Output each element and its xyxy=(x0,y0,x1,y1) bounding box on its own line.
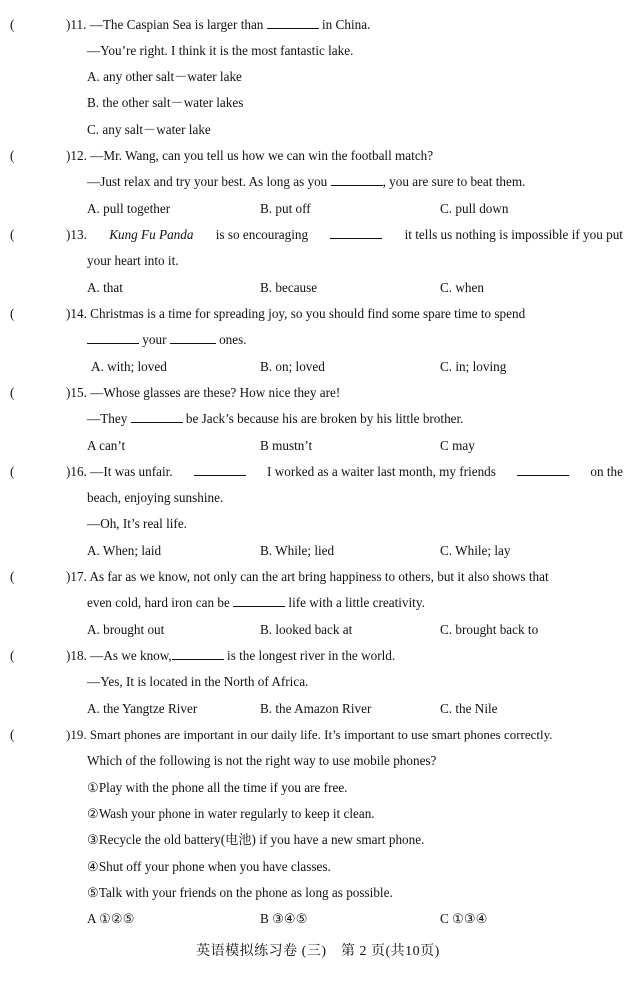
question-14-line2 xyxy=(87,332,247,348)
fill-blank[interactable] xyxy=(194,464,246,476)
answer-paren[interactable]: ( xyxy=(10,569,15,584)
question-13-number: )13. xyxy=(66,227,87,242)
question-18-stem xyxy=(66,648,395,664)
question-18-text-end: is the longest river in the world. xyxy=(227,648,396,663)
question-17-text-end: life with a little creativity. xyxy=(288,595,425,610)
question-19-item-2: ②Wash your phone in water regularly to keep it clean. xyxy=(87,806,375,821)
answer-paren[interactable]: ( xyxy=(10,385,15,400)
fill-blank[interactable] xyxy=(330,227,382,239)
question-16-option-a[interactable]: A. When; laid xyxy=(87,543,162,558)
question-19-item-3: ③Recycle the old battery(电池) if you have a new smart phone. xyxy=(87,832,425,847)
answer-paren[interactable]: ( xyxy=(10,648,15,663)
question-15-line2 xyxy=(87,411,463,427)
answer-paren[interactable]: ( xyxy=(10,227,15,242)
question-16-text-end: on the xyxy=(590,464,623,479)
fill-blank[interactable] xyxy=(233,595,285,607)
question-13-option-a[interactable]: A. that xyxy=(87,280,123,295)
question-19-item-4: ④Shut off your phone when you have classes. xyxy=(87,859,331,874)
question-11-option-a[interactable]: A. any other salt－water lake xyxy=(87,69,242,84)
question-16-option-b[interactable]: B. While; lied xyxy=(260,543,335,558)
question-15-option-a[interactable]: A can’t xyxy=(87,438,126,453)
question-19-stem: )19. Smart phones are important in our daily life. It’s important to use smart phones correctly. xyxy=(66,727,553,742)
question-13-option-b[interactable]: B. because xyxy=(260,280,318,295)
question-19-item-5: ⑤Talk with your friends on the phone as long as possible. xyxy=(87,885,393,900)
question-17-option-c[interactable]: C. brought back to xyxy=(440,622,539,637)
question-16-text: I worked as a waiter last month, my friends xyxy=(267,464,496,479)
fill-blank[interactable] xyxy=(331,174,383,186)
question-13-line2: your heart into it. xyxy=(87,253,179,268)
question-14-stem: )14. Christmas is a time for spreading joy, so you should find some spare time to spend xyxy=(66,306,526,321)
fill-blank[interactable] xyxy=(87,332,139,344)
question-11-stem xyxy=(66,17,370,33)
question-12-option-c[interactable]: C. pull down xyxy=(440,201,509,216)
question-12-stem: )12. —Mr. Wang, can you tell us how we can win the football match? xyxy=(66,148,434,163)
question-16-line3: —Oh, It’s real life. xyxy=(87,516,187,531)
question-15-text: —They xyxy=(87,411,128,426)
question-16-stem xyxy=(66,464,623,480)
question-12-text-end: , you are sure to beat them. xyxy=(382,174,526,189)
question-15-stem: )15. —Whose glasses are these? How nice they are! xyxy=(66,385,341,400)
question-13-title: Kung Fu Panda xyxy=(109,227,194,242)
question-11-option-b[interactable]: B. the other salt－water lakes xyxy=(87,95,244,110)
question-11-text-end: in China. xyxy=(322,17,371,32)
fill-blank[interactable] xyxy=(131,411,183,423)
question-19-option-b[interactable]: B ③④⑤ xyxy=(260,911,308,926)
question-18-text: )18. —As we know, xyxy=(66,648,172,663)
question-18-line2: —Yes, It is located in the North of Africa. xyxy=(87,674,309,689)
question-15-text-end: be Jack’s because his are broken by his little brother. xyxy=(185,411,464,426)
fill-blank[interactable] xyxy=(172,648,224,660)
question-17-option-a[interactable]: A. brought out xyxy=(87,622,165,637)
question-14-option-c[interactable]: C. in; loving xyxy=(440,359,507,374)
question-17-option-b[interactable]: B. looked back at xyxy=(260,622,353,637)
question-12-option-b[interactable]: B. put off xyxy=(260,201,311,216)
answer-paren[interactable]: ( xyxy=(10,306,15,321)
question-14-text: your xyxy=(142,332,167,347)
question-16-line2: beach, enjoying sunshine. xyxy=(87,490,224,505)
question-14-text-end: ones. xyxy=(219,332,247,347)
fill-blank[interactable] xyxy=(267,17,319,29)
fill-blank[interactable] xyxy=(170,332,216,344)
question-17-line2 xyxy=(87,595,425,611)
question-11-text: )11. —The Caspian Sea is larger than xyxy=(66,17,264,32)
question-18-option-b[interactable]: B. the Amazon River xyxy=(260,701,372,716)
question-13-text-end: it tells us nothing is impossible if you put xyxy=(404,227,623,242)
question-17-stem: )17. As far as we know, not only can the art bring happiness to others, but it also shows that xyxy=(66,569,549,584)
question-19-option-c[interactable]: C ①③④ xyxy=(440,911,488,926)
answer-paren[interactable]: ( xyxy=(10,148,15,163)
question-16-option-c[interactable]: C. While; lay xyxy=(440,543,511,558)
question-15-option-c[interactable]: C may xyxy=(440,438,475,453)
fill-blank[interactable] xyxy=(517,464,569,476)
question-13-stem xyxy=(66,227,623,243)
question-19-item-1: ①Play with the phone all the time if you are free. xyxy=(87,780,348,795)
answer-paren[interactable]: ( xyxy=(10,17,15,32)
question-11-option-c[interactable]: C. any salt－water lake xyxy=(87,122,211,137)
question-15-option-b[interactable]: B mustn’t xyxy=(260,438,313,453)
question-19-line2: Which of the following is not the right way to use mobile phones? xyxy=(87,753,437,768)
page-footer: 英语模拟练习卷 (三) 第 2 页(共10页) xyxy=(196,944,440,959)
question-17-text: even cold, hard iron can be xyxy=(87,595,230,610)
answer-paren[interactable]: ( xyxy=(10,727,15,742)
question-13-option-c[interactable]: C. when xyxy=(440,280,484,295)
question-18-option-c[interactable]: C. the Nile xyxy=(440,701,498,716)
question-14-option-a[interactable]: A. with; loved xyxy=(91,359,167,374)
question-12-line2 xyxy=(87,174,525,190)
question-12-text: —Just relax and try your best. As long as you xyxy=(87,174,328,189)
question-11-line2: —You’re right. I think it is the most fantastic lake. xyxy=(87,43,354,58)
answer-paren[interactable]: ( xyxy=(10,464,15,479)
question-13-text: is so encouraging xyxy=(215,227,309,242)
question-12-option-a[interactable]: A. pull together xyxy=(87,201,171,216)
question-19-option-a[interactable]: A ①②⑤ xyxy=(87,911,135,926)
question-18-option-a[interactable]: A. the Yangtze River xyxy=(87,701,198,716)
question-16-number: )16. —It was unfair. xyxy=(66,464,173,479)
question-14-option-b[interactable]: B. on; loved xyxy=(260,359,325,374)
